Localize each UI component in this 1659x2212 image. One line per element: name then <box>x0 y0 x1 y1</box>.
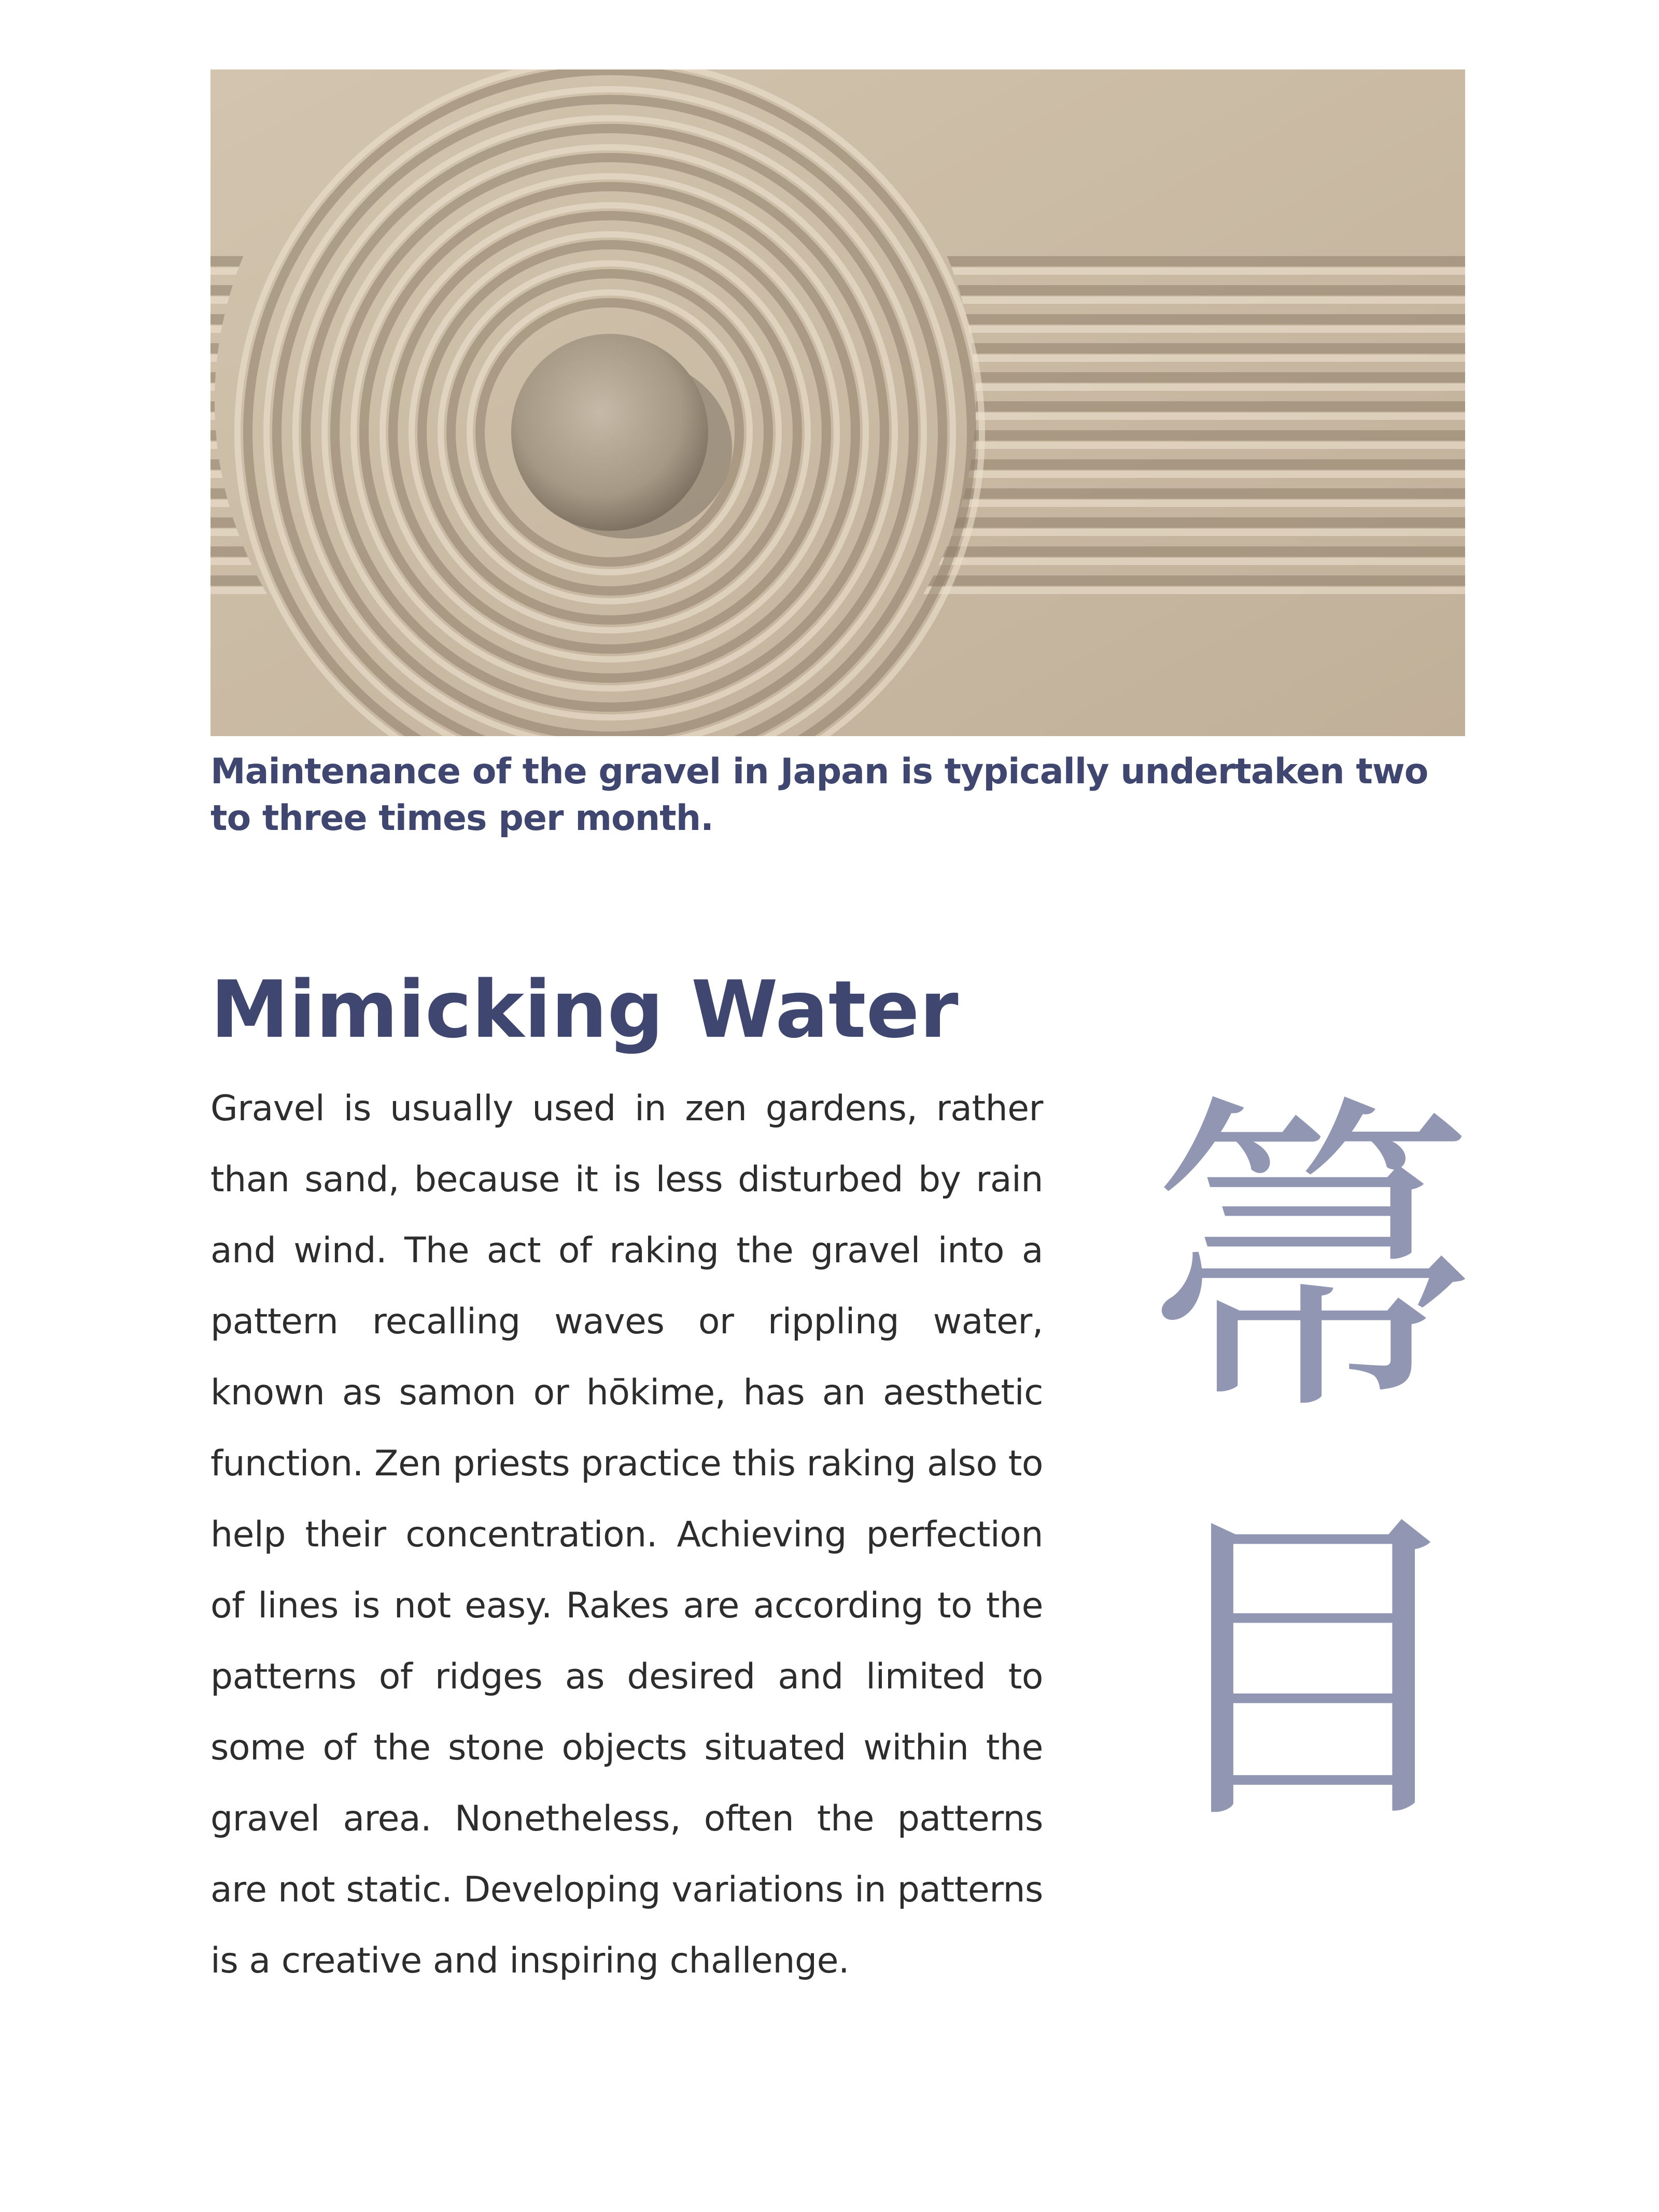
section-heading: Mimicking Water <box>210 964 959 1055</box>
zen-garden-raked-sand-icon <box>210 69 1465 736</box>
kanji-character-2: 目 <box>1146 1478 1478 1865</box>
body-paragraph: Gravel is usually used in zen gardens, rather than sand, because it is less disturbed by rain and wind. The act of raking the gravel into a pattern recalling waves or rippling water, known as samon or hōkime, has an aesthetic function. Zen priests practice this raking also to help their concentration. Achieving perfection of lines is not easy. Rakes are according to the patterns of ridges as desired and limited to some of the stone objects situated within the gravel area. Nonetheless, often the patterns are not static. Developing variations in patterns is a creative and inspiring challenge. <box>210 1088 1043 1981</box>
stone-shape <box>511 334 708 531</box>
zen-garden-image <box>210 69 1465 736</box>
kanji-character-1: 箒 <box>1146 1069 1478 1455</box>
image-caption: Maintenance of the gravel in Japan is typically undertaken two to three times per month. <box>210 751 1428 839</box>
kanji-column <box>1130 1058 1493 1877</box>
